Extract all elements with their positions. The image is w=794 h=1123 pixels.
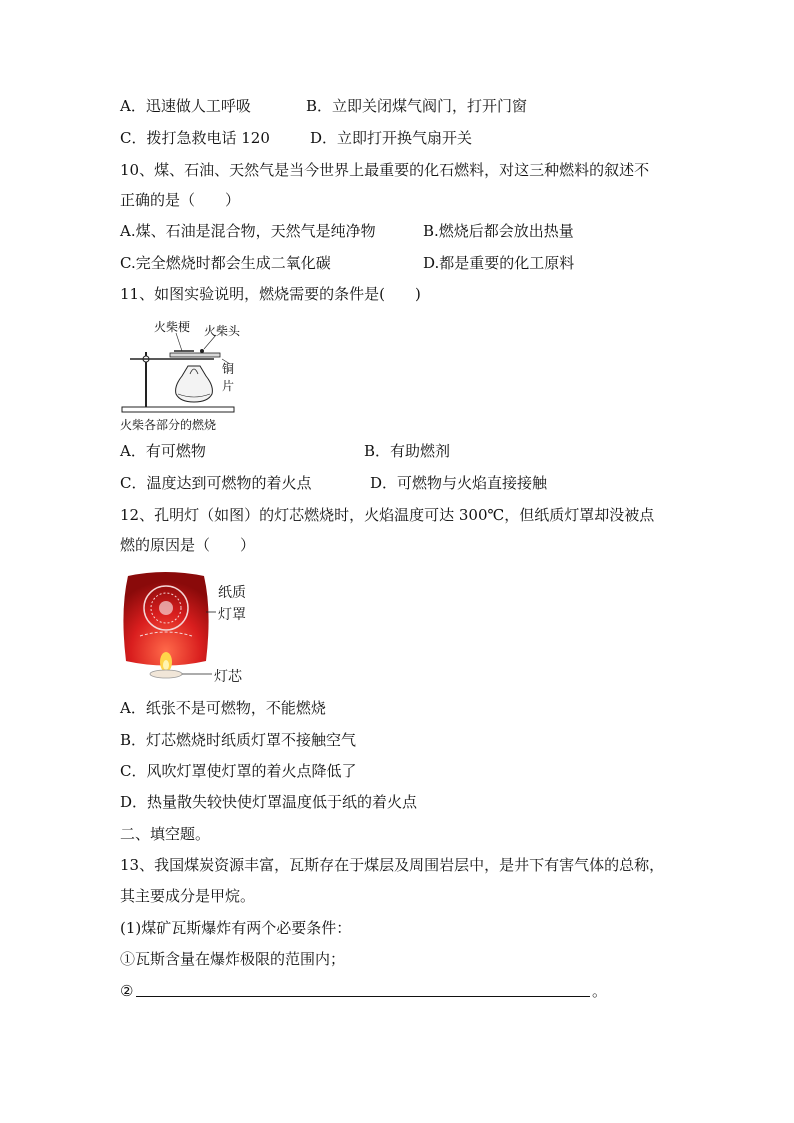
section-heading: 二、填空题。 xyxy=(120,825,211,843)
q13-stem-line2: 其主要成分是甲烷。 xyxy=(120,887,256,905)
q10-stem-line2: 正确的是（ ） xyxy=(120,191,241,209)
q13-condition-2-marker: ② xyxy=(120,982,134,1000)
sky-lantern-figure xyxy=(120,566,255,686)
q12-option-c: C．风吹灯罩使灯罩的着火点降低了 xyxy=(120,762,357,780)
label-copper-plate: 铜片 xyxy=(222,362,235,393)
q11-option-c: C．温度达到可燃物的着火点 xyxy=(120,474,312,492)
alcohol-lamp xyxy=(176,366,213,402)
q13-subquestion-1: (1)煤矿瓦斯爆炸有两个必要条件： xyxy=(120,919,352,937)
q12-option-b: B．灯芯燃烧时纸质灯罩不接触空气 xyxy=(120,731,357,749)
q12-stem-line1: 12、孔明灯（如图）的灯芯燃烧时，火焰温度可达 300℃，但纸质灯罩却没被点 xyxy=(120,506,655,524)
label-wick: 灯芯 xyxy=(214,669,242,685)
q10-option-c: C.完全燃烧时都会生成二氧化碳 xyxy=(120,254,331,272)
q11-stem: 11、如图实验说明，燃烧需要的条件是( ) xyxy=(120,285,421,303)
q10-option-a: A.煤、石油是混合物，天然气是纯净物 xyxy=(120,222,376,240)
lantern-wick-holder xyxy=(150,670,182,678)
lantern-pattern-core xyxy=(159,601,173,615)
q12-stem-line2: 燃的原因是（ ） xyxy=(120,536,256,554)
q9-option-c: C．拨打急救电话 120 xyxy=(120,129,270,147)
q9-option-a: A．迅速做人工呼吸 xyxy=(120,97,251,115)
label-match-head: 火柴头 xyxy=(204,324,241,338)
q10-option-b: B.燃烧后都会放出热量 xyxy=(423,222,574,240)
label-paper-line2: 灯罩 xyxy=(218,607,246,623)
q9-option-b: B．立即关闭煤气阀门，打开门窗 xyxy=(306,97,528,115)
label-paper-line1: 纸质 xyxy=(218,585,246,601)
copper-plate xyxy=(170,353,220,357)
label-match-stick: 火柴梗 xyxy=(154,320,191,334)
q13-condition-2-end: 。 xyxy=(592,982,608,1000)
q11-option-a: A．有可燃物 xyxy=(120,442,206,460)
stand-base xyxy=(122,407,234,412)
q11-option-b: B．有助燃剂 xyxy=(364,442,451,460)
q12-option-a: A．纸张不是可燃物，不能燃烧 xyxy=(120,699,326,717)
q10-option-d: D.都是重要的化工原料 xyxy=(423,254,575,272)
q11-option-d: D．可燃物与火焰直接接触 xyxy=(370,474,548,492)
q10-stem-line1: 10、煤、石油、天然气是当今世界上最重要的化石燃料，对这三种燃料的叙述不 xyxy=(120,161,650,179)
q12-option-d: D．热量散失较快使灯罩温度低于纸的着火点 xyxy=(120,793,418,811)
match-head xyxy=(200,349,204,353)
q13-stem-line1: 13、我国煤炭资源丰富，瓦斯存在于煤层及周围岩层中，是井下有害气体的总称， xyxy=(120,856,665,874)
leader-stick xyxy=(176,333,182,351)
match-experiment-figure xyxy=(118,314,243,436)
figure-caption: 火柴各部分的燃烧 xyxy=(120,418,217,432)
q13-condition-1: ①瓦斯含量在爆炸极限的范围内； xyxy=(120,950,346,968)
q13-answer-blank[interactable] xyxy=(136,995,590,997)
lantern-flame-core xyxy=(163,660,169,670)
q9-option-d: D．立即打开换气扇开关 xyxy=(310,129,473,147)
